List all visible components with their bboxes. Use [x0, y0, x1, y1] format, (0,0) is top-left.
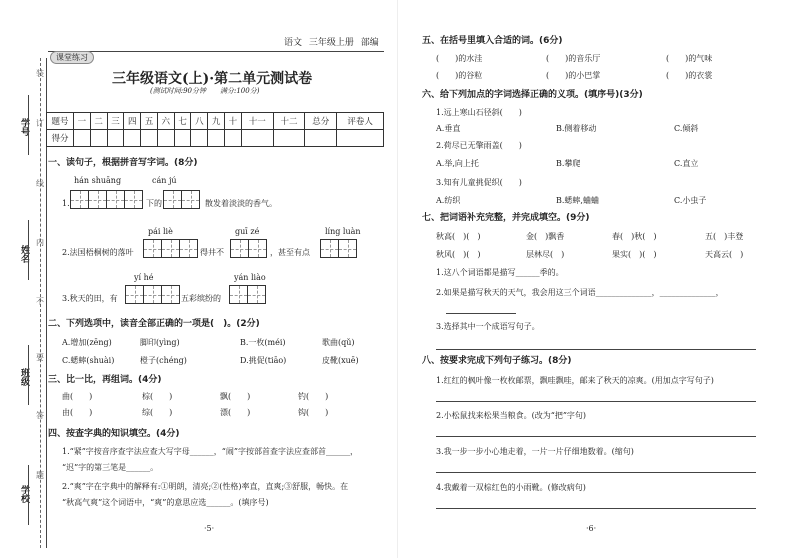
q7-sentence-line[interactable]	[436, 349, 756, 350]
score-header: 题号	[47, 113, 74, 130]
q8-line: 2.小松鼠找来松果当粮食。(改为“把”字句)	[436, 411, 587, 420]
q6-option: A.纺织	[436, 196, 461, 205]
margin-label-school: 学校	[19, 485, 29, 503]
q5-item: ( )的音乐厅	[546, 54, 601, 63]
q7-idiom: 五( )丰登	[705, 232, 744, 241]
q6-heading: 六、给下列加点的字词选择正确的义项。(填序号)(3分)	[422, 90, 643, 100]
q2-option: D.挑促(tiāo)	[240, 356, 287, 365]
q6-option: C.倾斜	[674, 124, 699, 133]
q2-option: B.一枚(méi)	[240, 338, 286, 347]
score-cell[interactable]	[157, 130, 174, 147]
q1-s3-pinyin1: yí hé	[134, 273, 154, 282]
score-cell[interactable]	[191, 130, 208, 147]
score-cell[interactable]	[225, 130, 242, 147]
q7-idiom: 层林尽( )	[526, 250, 565, 259]
q7-idiom: 秋高( )( )	[436, 232, 481, 241]
q1-s1-num: 1.	[62, 199, 70, 208]
score-cell[interactable]	[90, 130, 107, 147]
q3-pair-top: 棕( )	[142, 392, 173, 401]
q1-s2-pinyin1: pái liè	[148, 227, 173, 236]
margin-label-number: 学号	[19, 118, 29, 136]
score-header: 七	[174, 113, 191, 130]
q1-s2-boxes2[interactable]	[230, 239, 266, 258]
q7-answer-line[interactable]	[446, 313, 516, 314]
score-cell[interactable]	[337, 130, 384, 147]
score-header: 评卷人	[337, 113, 384, 130]
q7-line: 3.选择其中一个成语写句子。	[436, 322, 540, 331]
margin-label-class: 班级	[19, 368, 29, 386]
q8-answer-line-4[interactable]	[436, 508, 756, 509]
q3-pair-bottom: 综( )	[142, 408, 173, 417]
margin-mark-7: 答	[36, 411, 44, 420]
q7-idiom: 秋风( )( )	[436, 250, 481, 259]
q5-item: ( )的衣裳	[666, 71, 713, 80]
margin-line-4	[28, 465, 30, 525]
q1-s1-pinyin2: cán jú	[152, 176, 177, 185]
q2-option: 歌曲(qǔ)	[322, 338, 355, 347]
score-header: 三	[107, 113, 124, 130]
margin-line-3	[28, 345, 30, 405]
q1-heading: 一、读句子，根据拼音写字词。(8分)	[48, 158, 198, 168]
q5-item: ( )的水洼	[436, 54, 483, 63]
q2-option: A.增加(zēng)	[62, 338, 112, 347]
q1-s2-pinyin3: líng luàn	[325, 227, 361, 236]
q1-s1-pinyin1: hán shuāng	[74, 176, 122, 185]
q7-line: 2.如果是描写秋天的天气，我会用这三个词语______________，______________，	[436, 288, 724, 297]
q1-s1-boxes1[interactable]	[70, 190, 142, 209]
score-header: 六	[157, 113, 174, 130]
q3-heading: 三、比一比，再组词。(4分)	[48, 375, 162, 385]
q8-line: 4.我戴着一双棕红色的小雨靴。(修改病句)	[436, 483, 586, 492]
margin-mark-1: 装	[36, 69, 44, 78]
header	[284, 38, 379, 49]
score-header: 二	[90, 113, 107, 130]
q1-s2-boxes1[interactable]	[143, 239, 197, 258]
page-title: 三年级语文(上)·第二单元测试卷	[112, 71, 313, 87]
margin-line-2	[28, 220, 30, 280]
q5-item: ( )的谷粒	[436, 71, 483, 80]
q3-pair-top: 钓( )	[298, 392, 329, 401]
header-edition: 部编	[360, 38, 379, 48]
score-cell[interactable]	[273, 130, 305, 147]
q7-idiom: 金( )飘香	[526, 232, 565, 241]
q3-pair-top: 飘( )	[220, 392, 251, 401]
header-grade: 三年级上册	[308, 38, 354, 48]
q7-idiom: 春( )秋( )	[612, 232, 657, 241]
q8-line: 1.红红的枫叶像一枚枚邮票，飘哇飘哇，邮来了秋天的凉爽。(用加点字写句子)	[436, 376, 714, 385]
q6-item: 2.荷尽已无擎雨盖( )	[436, 141, 522, 150]
margin-mark-2: 订	[36, 119, 44, 128]
q7-idiom: 天高云( )	[705, 250, 744, 259]
q6-option: C.小虫子	[674, 196, 707, 205]
score-header: 十二	[273, 113, 305, 130]
q1-s3-pinyin2: yán liào	[234, 273, 266, 282]
score-table	[46, 112, 384, 147]
q6-option: A.举,向上托	[436, 159, 479, 168]
score-header: 十	[225, 113, 242, 130]
q4-line: 1.“紧”字按音序查字法应查大写字母______，“闹”字按部首查字法应查部首______，	[62, 447, 358, 456]
q7-idiom: 果实( )( )	[612, 250, 657, 259]
q1-s2-mid: 得井不	[200, 248, 224, 257]
margin-mark-4: 内	[36, 238, 44, 247]
score-header: 四	[124, 113, 141, 130]
score-row-label: 得分	[47, 130, 74, 147]
margin-mark-3: 线	[36, 179, 44, 188]
score-header: 五	[141, 113, 158, 130]
margin-label-name: 姓名	[19, 245, 29, 263]
q1-s3-boxes2[interactable]	[229, 285, 265, 304]
margin-mark-5: 不	[36, 297, 44, 306]
q2-option: 皮靴(xuē)	[322, 356, 359, 365]
q1-s1-boxes2[interactable]	[163, 190, 199, 209]
score-header: 九	[208, 113, 225, 130]
score-cell[interactable]	[141, 130, 158, 147]
q2-option: C.蟋蟀(shuài)	[62, 356, 115, 365]
q4-line: 2.“爽”字在字典中的解释有:①明朗，清亮;②(性格)率直，直爽;③舒服，畅快。在	[62, 482, 349, 491]
header-subject: 语文	[284, 38, 303, 48]
q5-heading: 五、在括号里填入合适的词。(6分)	[422, 36, 563, 46]
q6-item: 1.远上寒山石径斜( )	[436, 108, 522, 117]
score-header: 八	[191, 113, 208, 130]
q6-option: B.侧着移动	[556, 124, 597, 133]
practice-tag: 课堂练习	[50, 51, 94, 64]
header-rule	[48, 51, 384, 52]
q4-line: “迟”字的第三笔是______。	[62, 463, 159, 472]
q1-s3-mid: 五彩缤纷的	[181, 294, 221, 303]
score-cell[interactable]	[241, 130, 273, 147]
score-cell[interactable]	[174, 130, 191, 147]
q7-heading: 七、把词语补充完整，并完成填空。(9分)	[422, 213, 590, 223]
margin-line-1	[28, 95, 30, 155]
q2-heading: 二、下列选项中，读音全部正确的一项是( )。(2分)	[48, 319, 260, 329]
q8-heading: 八、按要求完成下列句子练习。(8分)	[422, 356, 572, 366]
q6-option: B.蟋蟀,蛐蛐	[556, 196, 599, 205]
q5-item: ( )的小巴掌	[546, 71, 601, 80]
q7-line: 1.这八个词语都是描写______季的。	[436, 268, 564, 277]
q6-item: 3.知有儿童挑促织( )	[436, 178, 522, 187]
q6-option: B.攀爬	[556, 159, 581, 168]
q1-s2-pinyin2: guī zé	[235, 227, 260, 236]
q2-option: 橙子(chéng)	[140, 356, 187, 365]
q4-heading: 四、按查字典的知识填空。(4分)	[48, 429, 180, 439]
q6-option: C.直立	[674, 159, 699, 168]
q1-s1-mid: 下的	[146, 199, 162, 208]
q1-s3-start: 3.秋天的田，有	[62, 294, 118, 303]
score-cell[interactable]	[107, 130, 124, 147]
score-cell[interactable]	[208, 130, 225, 147]
q3-pair-bottom: 由( )	[62, 408, 93, 417]
score-header: 十一	[241, 113, 273, 130]
q1-s2-mid2: ，甚至有点	[270, 248, 310, 257]
q5-item: ( )的气味	[666, 54, 713, 63]
q8-answer-line-1[interactable]	[436, 401, 756, 402]
q2-option: 脚印(yìng)	[140, 338, 180, 347]
q8-answer-line-2[interactable]	[436, 436, 756, 437]
q3-pair-bottom: 漂( )	[220, 408, 251, 417]
margin-mark-6: 要	[36, 353, 44, 362]
q1-s1-end: 散发着淡淡的香气。	[205, 199, 277, 208]
test-info: (测试时间:90分钟 满分:100分)	[150, 87, 260, 95]
q1-s2-boxes3[interactable]	[320, 239, 356, 258]
page-number-left: ·5·	[204, 524, 215, 533]
score-header: 总分	[305, 113, 337, 130]
score-header: 一	[74, 113, 91, 130]
score-cell[interactable]	[124, 130, 141, 147]
margin-mark-8: 题	[36, 471, 44, 480]
q3-pair-top: 曲( )	[62, 392, 93, 401]
q1-s3-boxes1[interactable]	[125, 285, 179, 304]
q3-pair-bottom: 钩( )	[298, 408, 329, 417]
page-number-right: ·6·	[586, 524, 597, 533]
q8-line: 3.我一步一步小心地走着，一片一片仔细地数着。(缩句)	[436, 447, 634, 456]
score-cell[interactable]	[305, 130, 337, 147]
q6-option: A.垂直	[436, 124, 461, 133]
q8-answer-line-3[interactable]	[436, 472, 756, 473]
q4-line: “秋高气爽”这个词语中，“爽”的意思应选______。(填序号)	[62, 498, 269, 507]
score-cell[interactable]	[74, 130, 91, 147]
q1-s2-start: 2.法国梧桐树的落叶	[62, 248, 134, 257]
